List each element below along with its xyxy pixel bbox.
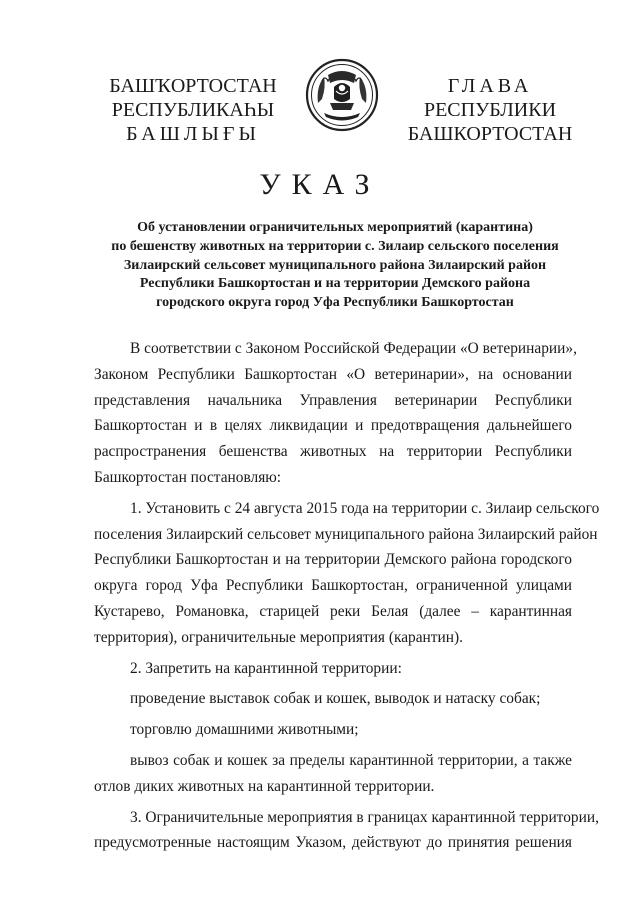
text-line: Законом Республики Башкортостан «О ветеринарии», на основании (94, 365, 572, 383)
header-left-line: БАШЛЫҒЫ (126, 123, 260, 145)
header-right-line: ГЛАВА (447, 75, 533, 97)
decree-title: УКАЗ (259, 168, 381, 201)
paragraph-item-3 (94, 805, 599, 857)
paragraph-ban-exhibitions (94, 686, 572, 712)
paragraph-preamble (94, 336, 577, 491)
header-russian-title (400, 74, 580, 146)
decree-subject (100, 219, 570, 313)
text-line: Кустарево, Романовка, старицей реки Белая (далее – карантинная (94, 602, 572, 620)
text-line: В соответствии с Законом Российской Федерации «О ветеринарии», (130, 340, 577, 357)
bashkortostan-coat-of-arms-icon (304, 57, 380, 133)
subject-line: Об установлении ограничительных мероприятий (карантина) (137, 220, 533, 235)
header-bashkir-title (88, 74, 298, 146)
subject-line: городского округа город Уфа Республики Башкортостан (156, 295, 514, 311)
text-line: поселения Зилаирский сельсовет муниципального района Зилаирский район (94, 525, 598, 543)
text-line: 2. Запретить на карантинной территории: (130, 659, 402, 677)
text-line: Республики Башкортостан и на территории Демского района городского (94, 551, 572, 569)
text-line: отлов диких животных на карантинной территории. (94, 777, 435, 795)
paragraph-ban-trade (94, 717, 572, 743)
text-line: 3. Ограничительные мероприятия в границах карантинной территории, (130, 808, 599, 826)
text-line: Башкортостан постановляю: (94, 468, 282, 486)
text-line: вывоз собак и кошек за пределы карантинной территории, а также (130, 751, 572, 769)
text-line: Башкортостан и в целях ликвидации и предотвращения дальнейшего (94, 417, 572, 435)
text-line: проведение выставок собак и кошек, выводок и натаску собак; (130, 690, 541, 708)
paragraph-ban-export (94, 748, 572, 800)
subject-line: по бешенству животных на территории с. Зилаир сельского поселения (111, 238, 559, 254)
text-line: территория), ограничительные мероприятия (карантин). (94, 628, 463, 646)
header-right-line: РЕСПУБЛИКИ (423, 99, 557, 121)
header-left-line: РЕСПУБЛИКАҺЫ (111, 99, 275, 121)
header-right-line: БАШКОРТОСТАН (407, 123, 573, 145)
text-line: представления начальника Управления ветеринарии Республики (94, 391, 572, 409)
text-line: округа город Уфа Республики Башкортостан, ограниченной улицами (94, 577, 572, 595)
header-left-line: БАШҠОРТОСТАН (109, 75, 277, 97)
text-line: 1. Установить с 24 августа 2015 года на территории с. Зилаир сельского (130, 499, 600, 517)
subject-line: Республики Башкортостан и на территории Демского района (139, 276, 531, 292)
decree-body (94, 336, 600, 856)
text-line: предусмотренные настоящим Указом, действуют до принятия решения (94, 834, 572, 852)
paragraph-item-1 (94, 496, 600, 651)
subject-line: Зилаирский сельсовет муниципального района Зилаирский район (123, 257, 547, 273)
text-line: распространения бешенства животных на территории Республики (94, 443, 572, 461)
paragraph-item-2 (94, 656, 572, 682)
text-line: торговлю домашними животными; (130, 721, 359, 739)
